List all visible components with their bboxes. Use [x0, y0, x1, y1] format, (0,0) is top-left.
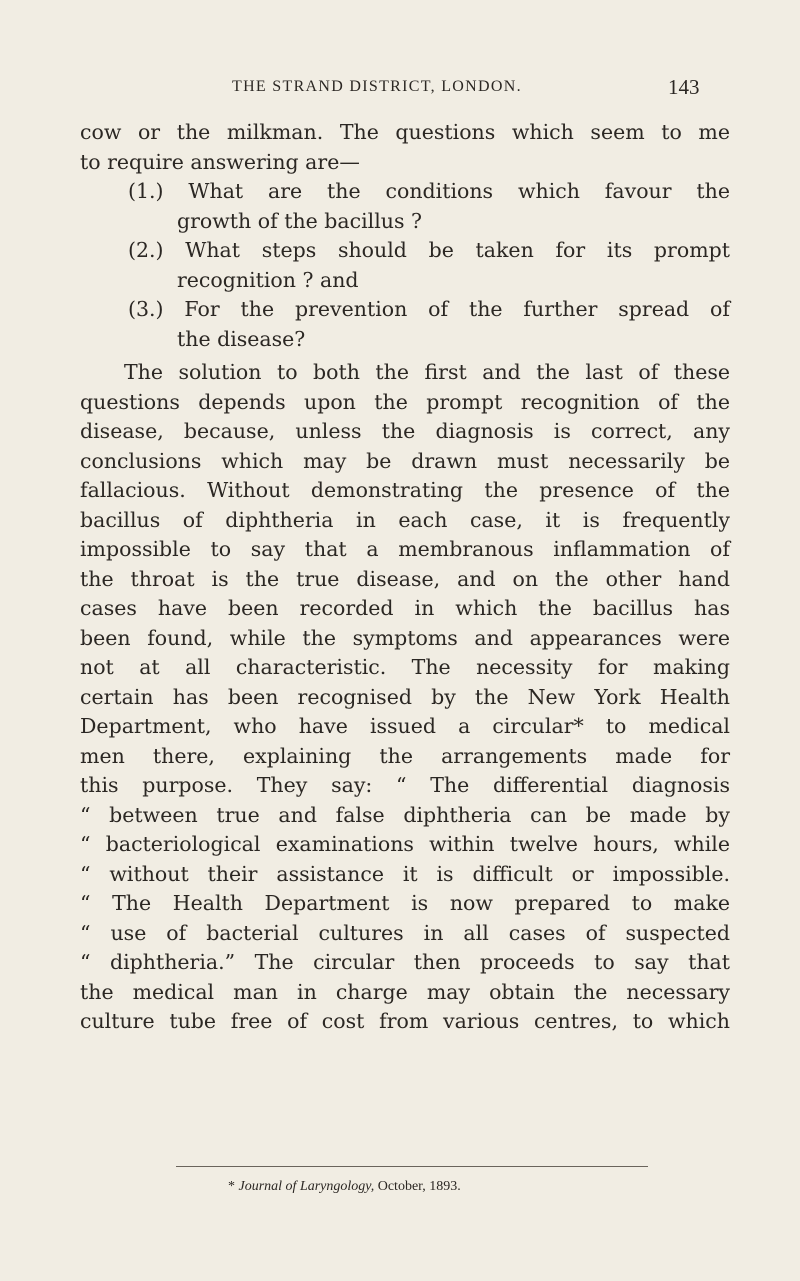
question-item-3-cont: the disease?: [177, 326, 306, 351]
text-line: the medical man in charge may obtain the necessary: [80, 979, 730, 1004]
text-line: “ without their assistance it is difficult or impossible.: [80, 861, 730, 886]
text-line: certain has been recognised by the New York Health: [80, 684, 730, 709]
question-item-1-cont: growth of the bacillus ?: [177, 208, 423, 233]
body-text: [80, 118, 730, 1037]
text-line: been found, while the symptoms and appearances were: [80, 625, 730, 650]
footnote-divider: [176, 1166, 648, 1167]
text-line: fallacious. Without demonstrating the presence of the: [80, 478, 730, 502]
question-item-3: (3.) For the prevention of the further spread of: [128, 297, 730, 321]
text-line: Department, who have issued a circular* to medical: [80, 714, 730, 738]
text-line: not at all characteristic. The necessity for making: [80, 655, 730, 679]
text-line: this purpose. They say: “ The differential diagnosis: [80, 773, 730, 797]
text-line: “ diphtheria.” The circular then proceeds to say that: [80, 950, 730, 974]
text-line: men there, explaining the arrangements made for: [80, 743, 730, 768]
question-item-1: (1.) What are the conditions which favour the: [128, 179, 730, 203]
question-item-2-cont: recognition ? and: [177, 267, 359, 292]
footnote-marker: *: [228, 1179, 235, 1194]
text-line: “ between true and false diphtheria can be made by: [80, 802, 730, 827]
text-line: impossible to say that a membranous inflammation of: [80, 537, 730, 561]
text-line: to require answering are—: [80, 149, 360, 174]
text-line: bacillus of diphtheria in each case, it is frequently: [80, 507, 730, 532]
page-header: [0, 75, 800, 108]
page-number: 143: [668, 75, 700, 99]
text-line: “ bacteriological examinations within twelve hours, while: [80, 832, 730, 856]
text-line: the throat is the true disease, and on the other hand: [80, 566, 730, 591]
question-item-2: (2.) What steps should be taken for its prompt: [128, 238, 730, 262]
text-line: cases have been recorded in which the bacillus has: [80, 596, 730, 620]
running-title: THE STRAND DISTRICT, LONDON.: [232, 78, 522, 95]
text-line: conclusions which may be drawn must necessarily be: [80, 448, 730, 473]
text-line: questions depends upon the prompt recognition of the: [80, 389, 730, 414]
footnote-date: October, 1893.: [377, 1179, 461, 1194]
text-line: disease, because, unless the diagnosis is correct, any: [80, 419, 730, 443]
text-line: “ use of bacterial cultures in all cases of suspected: [80, 920, 730, 945]
text-line: cow or the milkman. The questions which seem to me: [80, 120, 730, 144]
text-line: culture tube free of cost from various centres, to which: [80, 1009, 730, 1033]
footnote: [228, 1179, 461, 1195]
text-line: “ The Health Department is now prepared to make: [80, 891, 730, 915]
footnote-journal: Journal of Laryngology,: [238, 1179, 375, 1194]
paragraph-first-line: The solution to both the first and the last of these: [124, 360, 730, 384]
